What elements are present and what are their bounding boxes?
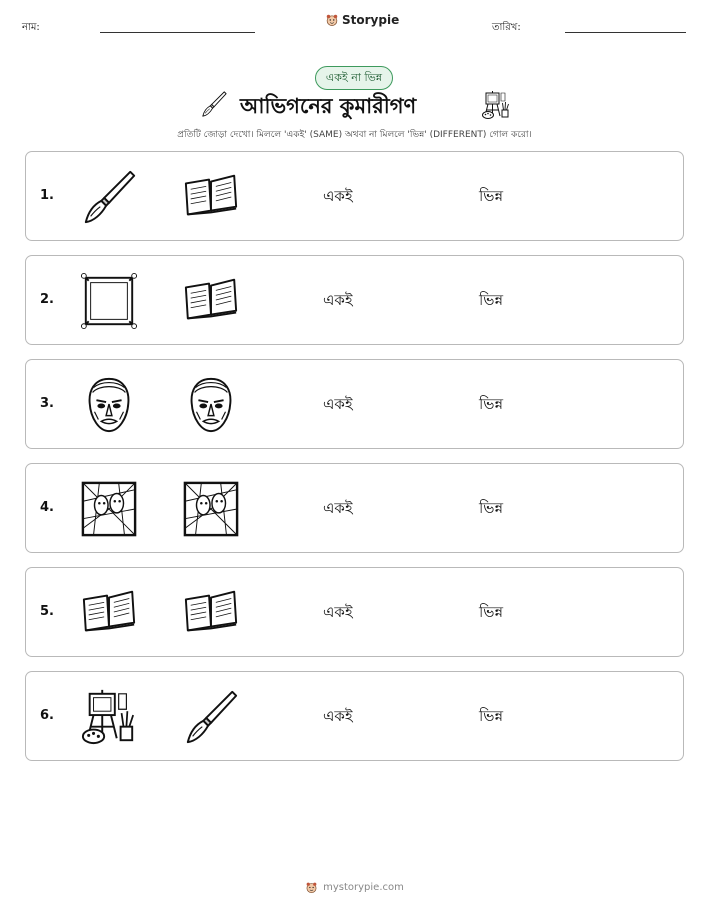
different-option[interactable]: ভিন্ন — [479, 499, 504, 517]
same-option[interactable]: একই — [323, 291, 353, 309]
question-number: 4. — [40, 500, 54, 515]
different-option[interactable]: ভিন্ন — [479, 291, 504, 309]
same-option[interactable]: একই — [323, 187, 353, 205]
question-row-3 — [25, 359, 684, 449]
question-row-1 — [25, 151, 684, 241]
footer — [0, 881, 709, 894]
date-label: তারিখ: — [492, 22, 521, 33]
cubist-art-icon — [80, 480, 138, 538]
name-line[interactable] — [100, 32, 255, 33]
easel-art-supplies-icon — [80, 688, 138, 746]
question-row-6 — [25, 671, 684, 761]
title-row — [0, 90, 709, 124]
open-book-icon — [182, 168, 240, 226]
open-book-icon — [80, 584, 138, 642]
different-option[interactable]: ভিন্ন — [479, 603, 504, 621]
paintbrush-icon — [80, 168, 138, 226]
date-line[interactable] — [565, 32, 686, 33]
open-book-icon — [182, 272, 240, 330]
activity-badge: একই না ভিন্ন — [315, 66, 393, 90]
same-option[interactable]: একই — [323, 707, 353, 725]
mask-icon — [80, 376, 138, 434]
easel-art-supplies-icon — [481, 90, 511, 120]
question-number: 1. — [40, 188, 54, 203]
cubist-art-icon — [182, 480, 240, 538]
instructions: প্রতিটি জোড়া দেখো। মিললে 'একই' (SAME) অথবা না মিললে 'ভিন্ন' (DIFFERENT) গোল করো। — [177, 130, 532, 140]
same-option[interactable]: একই — [323, 603, 353, 621]
paintbrush-icon — [182, 688, 240, 746]
brand-name: Storypie — [342, 13, 400, 27]
question-number: 2. — [40, 292, 54, 307]
question-row-5 — [25, 567, 684, 657]
paintbrush-icon — [200, 90, 228, 118]
different-option[interactable]: ভিন্ন — [479, 187, 504, 205]
brand-logo — [325, 13, 399, 27]
open-book-icon — [182, 584, 240, 642]
different-option[interactable]: ভিন্ন — [479, 707, 504, 725]
question-number: 6. — [40, 708, 54, 723]
name-label: নাম: — [22, 22, 40, 33]
same-option[interactable]: একই — [323, 499, 353, 517]
question-row-4 — [25, 463, 684, 553]
same-option[interactable]: একই — [323, 395, 353, 413]
different-option[interactable]: ভিন্ন — [479, 395, 504, 413]
question-number: 3. — [40, 396, 54, 411]
question-number: 5. — [40, 604, 54, 619]
storypie-logo-icon — [305, 881, 318, 894]
footer-url[interactable]: mystorypie.com — [323, 882, 404, 893]
storypie-logo-icon — [325, 13, 339, 27]
canvas-frame-icon — [80, 272, 138, 330]
question-row-2 — [25, 255, 684, 345]
page-title: আভিগনের কুমারীগণ — [240, 94, 417, 118]
mask-icon — [182, 376, 240, 434]
